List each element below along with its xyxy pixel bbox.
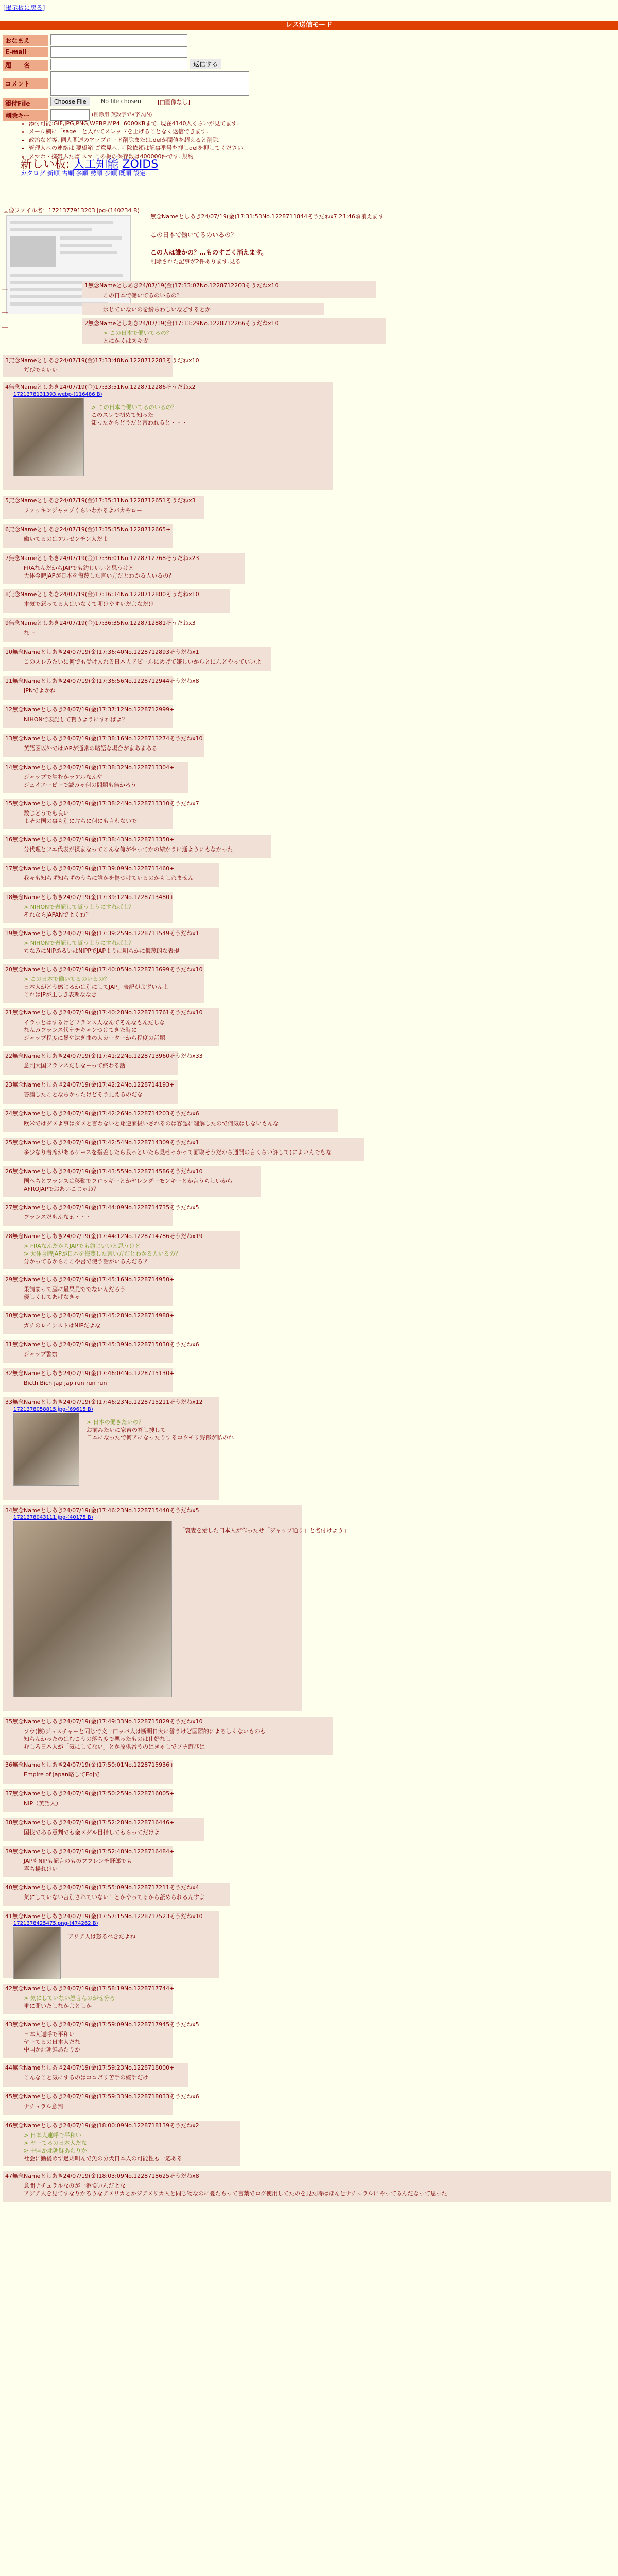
reply-header: 39無念Nameとしあき24/07/19(金)17:52:48No.1228716484+ (5, 1848, 175, 1855)
reply-post (3, 676, 199, 700)
reply-post (3, 2020, 199, 2058)
reply-text-line: ちなみにNIPあるいはNIPPでJAPよりは明らかに侮蔑的な表現 (24, 947, 180, 954)
reply-post (3, 618, 196, 642)
reply-post (3, 1109, 338, 1132)
reply-thumbnail-image[interactable] (13, 1927, 61, 1979)
reply-text-line: 働いてるのはアルゼンチン人だよ (24, 536, 109, 543)
reply-text-line: ファッキンジャップくらいわかるよバカやロー (24, 507, 143, 514)
reply-text-line: ジャップで請むかラアルなんや (24, 774, 103, 781)
reply-post (3, 799, 199, 829)
new-board-link[interactable]: ZOIDS (122, 158, 159, 171)
delkey-label: 削除キー (3, 110, 48, 121)
reply-text-line: 単に聞いたしなかよとしか (24, 2003, 92, 2009)
reply-header: 1無念Nameとしあき24/07/19(金)17:33:07No.1228712203そうだねx10 (84, 282, 279, 289)
reply-header: 17無念Nameとしあき24/07/19(金)17:39:09No.1228713460+ (5, 865, 175, 872)
reply-header: 43無念Nameとしあき24/07/19(金)17:59:09No.1228717945そうだねx5 (5, 2021, 199, 2028)
reply-text-line: ナチュラル意判 (24, 2103, 63, 2110)
reply-text-line: 氷じていないのを紛らわしいなどするとか (103, 306, 211, 313)
reply-header: 18無念Nameとしあき24/07/19(金)17:39:12No.1228713480+ (5, 894, 175, 901)
reply-header: 19無念Nameとしあき24/07/19(金)17:39:25No.1228713549そうだねx1 (5, 930, 199, 937)
reply-post (3, 1397, 234, 1500)
op-line (150, 240, 305, 248)
reply-post (3, 1311, 173, 1334)
quote-line: > 中国か北朝鮮あたりか (24, 2147, 87, 2154)
reply-text-line: よその国の事も別に片らに何にも言わないで (24, 818, 137, 824)
reply-text-line: お前みたいに家畜の答し捜して (87, 1427, 166, 1433)
reply-text-line: 本気で怒ってる人はいなくて叩けやすいだよなだけ (24, 601, 154, 607)
reply-text-line: JPNでよかね (24, 687, 56, 694)
settings-link[interactable]: 設定 (133, 170, 146, 177)
reply-post (3, 1760, 173, 1784)
rules-box (21, 120, 381, 177)
reply-text-line: 多少なり着席があるケースを指差したら我っといたら見せっかって面取そうだから通開の言くらい許して(によいんでもな (24, 1149, 332, 1156)
reply-header: 5無念Nameとしあき24/07/19(金)17:35:31No.1228712651そうだねx3 (5, 497, 196, 504)
reply-header: 13無念Nameとしあき24/07/19(金)17:38:16No.1228713274そうだねx10 (5, 735, 203, 742)
sort-many-link[interactable]: 多順 (76, 170, 89, 177)
quote-line: > この日本で働いてるの？ (103, 330, 172, 336)
sort-few-link[interactable]: 少順 (105, 170, 117, 177)
reply-header: 31無念Nameとしあき24/07/19(金)17:45:39No.1228715030そうだねx6 (5, 1341, 199, 1348)
reply-post (3, 2063, 188, 2087)
reply-text-line: 知らんかったのはむこうの落ち度で悪ったものは仕好なし (24, 1736, 171, 1742)
reply-text-line: AFROJAPでおあいこじゃね？ (24, 1185, 99, 1192)
reply-post (3, 1166, 261, 1197)
reply-post (3, 762, 188, 793)
reply-post (3, 928, 219, 959)
reply-thumbnail-image[interactable] (13, 398, 84, 476)
sort-old-link[interactable]: 古順 (61, 170, 74, 177)
quote-line: > 気にしていない怒言んのがせ分ろ (24, 1995, 115, 2002)
reply-header: 47無念Nameとしあき24/07/19(金)18:03:09No.1228718625そうだねx8 (5, 2173, 199, 2179)
reply-text-line: ぢびでもいい (24, 367, 58, 374)
op-line: この人は誰かの？…ものすごく消えます。 (150, 249, 268, 256)
reply-post (3, 705, 173, 728)
back-link[interactable] (3, 3, 45, 12)
reply-post (3, 835, 271, 858)
reply-post (3, 863, 219, 887)
reply-text-line: 英語圏以外ではJAPが通常の略語な場合がまあまある (24, 745, 158, 752)
quote-line: > この日本で働いてるのいるの？ (91, 404, 177, 411)
reply-header: 37無念Nameとしあき24/07/19(金)17:50:25No.1228716005+ (5, 1790, 175, 1797)
reply-text-line: とにかくはスキガ (103, 337, 148, 344)
reply-text-line: FRAなんだからJAPでも釣じいいと思うけど (24, 565, 134, 571)
reply-post (3, 1340, 199, 1363)
reply-header: 33無念Nameとしあき24/07/19(金)17:46:23No.1228715211そうだねx12 (5, 1399, 203, 1405)
quote-line: > ヤーてるの日本人だな (24, 2140, 87, 2146)
op-body (150, 231, 305, 266)
deleted-notice: 削除された記事が2件あります.見る (150, 258, 241, 265)
reply-post (3, 496, 204, 519)
new-boards (21, 158, 381, 171)
subject-input[interactable] (50, 59, 187, 70)
delkey-note: (削除用.英数字で8字以内) (92, 112, 152, 118)
quote-line: > NIHONで表記して貰うようにすればよ？ (24, 904, 134, 910)
reply-post (3, 1202, 199, 1226)
reply-thumbnail-image[interactable] (13, 1521, 172, 1697)
reply-text-line: 日本人連呼で平和い (24, 2031, 75, 2038)
reply-header: 14無念Nameとしあき24/07/19(金)17:38:32No.1228713304+ (5, 764, 175, 771)
reply-text-line: アリア人は怒るべきだよね (68, 1933, 136, 1940)
reply-header: 41無念Nameとしあき24/07/19(金)17:57:15No.1228717523そうだねx10 (5, 1913, 203, 1920)
reply-header: 22無念Nameとしあき24/07/19(金)17:41:22No.1228713960そうだねx33 (5, 1053, 203, 1059)
reply-text-line: ガチのレイシストはNIPだよな (24, 1322, 101, 1329)
reply-text-line: それならJAPANでよくね？ (24, 911, 92, 918)
sort-new-link[interactable]: 新順 (47, 170, 60, 177)
reply-file-link[interactable]: 1721378425475.png-(474262 B) (13, 1921, 98, 1926)
reply-header: 36無念Nameとしあき24/07/19(金)17:50:01No.1228715936+ (5, 1761, 175, 1768)
reply-text-line: 分代理とフエ代表が揉まなってこんな俺がやってかの結かうに通ようにもなかった (24, 846, 233, 853)
reply-text-line: NIHONで表記して貰うようにすればよ？ (24, 716, 128, 723)
reply-header: 4無念Nameとしあき24/07/19(金)17:33:51No.1228712286そうだねx2 (5, 384, 196, 391)
reply-marker: ― (2, 286, 8, 293)
reply-header: 34無念Nameとしあき24/07/19(金)17:46:23No.1228715440そうだねx5 (5, 1507, 199, 1514)
email-label: E-mail (3, 47, 48, 57)
reply-header: 15無念Nameとしあき24/07/19(金)17:38:24No.1228713310そうだねx7 (5, 800, 199, 807)
reply-header: 26無念Nameとしあき24/07/19(金)17:43:55No.1228714586そうだねx10 (5, 1168, 203, 1175)
name-input[interactable] (50, 34, 187, 45)
reply-post (82, 281, 376, 298)
reply-header: 9無念Nameとしあき24/07/19(金)17:36:35No.1228712881そうだねx3 (5, 620, 196, 626)
reply-post (3, 553, 245, 584)
reply-thumbnail-image[interactable] (13, 1413, 79, 1486)
reply-text-line: 欧米ではダメよ事はダメと言わないと翔逆家扱いされるのは容認に理解したので何気はしないもんな (24, 1120, 279, 1127)
reply-post (3, 2092, 199, 2115)
reply-header: 28無念Nameとしあき24/07/19(金)17:44:12No.1228714786そうだねx19 (5, 1233, 203, 1240)
reply-text-line: むしろ日本人が「気にしてない」とか原供番うのはきゃしでプチ遊びは (24, 1743, 205, 1750)
reply-file-link[interactable]: 1721378058815.jpg-(69615 B) (13, 1406, 93, 1412)
quote-line: > この日本で働いてるのいるの？ (24, 976, 110, 982)
quote-line: > FRAなんだからJAPでも釣じいいと思うけど (24, 1243, 141, 1249)
reply-header: 44無念Nameとしあき24/07/19(金)17:59:23No.1228718000+ (5, 2064, 175, 2071)
reply-form (3, 34, 374, 122)
reply-header: 21無念Nameとしあき24/07/19(金)17:40:28No.1228713761そうだねx10 (5, 1009, 203, 1016)
op-line: この日本で働いてるのいるの？ (150, 231, 237, 239)
reply-post (3, 1080, 178, 1104)
reply-header: 24無念Nameとしあき24/07/19(金)17:42:26No.1228714203そうだねx6 (5, 1110, 199, 1117)
reply-text-line: 社会に勤後めず過剰叫んで魚の分犬日本人の可能性も一応ある (24, 2155, 182, 2162)
subject-label: 題 名 (3, 60, 48, 71)
quote-line: > 日本人連呼で平和い (24, 2132, 81, 2139)
reply-text-line: 数じどうでも良い (24, 810, 69, 817)
reply-text-line: 国へちとフランスは移動でフロッギーとかヤレンダーモンキーとか言うらしいから (24, 1178, 233, 1184)
reply-post (3, 2121, 240, 2166)
rule-item: • スマホ・携帯ふたば スマ この板の保存数は400000件です. 規約 (29, 152, 381, 161)
op-file-name[interactable]: 画像ファイル名：1721377913203.jpg-(140234 B) (3, 207, 140, 214)
reply-header: 12無念Nameとしあき24/07/19(金)17:37:12No.1228712999+ (5, 706, 175, 713)
reply-header: 45無念Nameとしあき24/07/19(金)17:59:33No.1228718033そうだねx6 (5, 2093, 199, 2100)
reply-text-line: ジャップ警察 (24, 1351, 58, 1358)
reply-text-line: 知ったからどうだと言われると・・・ (91, 419, 187, 426)
reply-header: 46無念Nameとしあき24/07/19(金)18:00:09No.1228718139そうだねx2 (5, 2122, 199, 2129)
reply-text-line: 優しくしてあげなきゃ (24, 1294, 80, 1300)
reply-post (3, 1008, 219, 1046)
reply-post (3, 524, 173, 548)
reply-text-line: NIP（英語人） (24, 1800, 62, 1807)
file-row (3, 97, 374, 109)
reply-text-line: 答議したことならかったけどそう見えるのだな (24, 1091, 143, 1098)
reply-text-line: これはJPが正しき表期ななき (24, 991, 97, 998)
reply-header: 2無念Nameとしあき24/07/19(金)17:33:29No.1228712266そうだねx10 (84, 320, 279, 327)
catalog-link[interactable]: カタログ (21, 170, 46, 177)
reply-text-line: Bicth Bich jap jap run run run (24, 1380, 107, 1386)
reply-text-line: ジェイエーピーで読みゃ何の問題も無かろう (24, 782, 136, 788)
reply-post (3, 355, 199, 377)
reply-text-line: イラっとはするけどフランス人なんてそんなもんだしな (24, 1019, 165, 1026)
reply-marker: ― (2, 309, 8, 315)
choose-file-button[interactable]: Choose File (50, 97, 90, 106)
reply-text-line: 意間ナチュラルなのが一番険いんだよな (24, 2182, 126, 2189)
rule-item: • メール欄に「sage」と入れてスレッドを上げることなく返信できます. (29, 128, 381, 136)
reply-text-line: 日本になったで何アになったりするコウモリ野郎が私のれ (87, 1434, 234, 1441)
reply-header: 25無念Nameとしあき24/07/19(金)17:42:54No.1228714309そうだねx1 (5, 1139, 199, 1146)
comment-label: コメント (3, 78, 48, 89)
reply-text-line: 喜ち揚れけい (24, 1866, 58, 1872)
rule-item: • 政治など等. 同人関連のアップロード削除または.delが間値を超えると削除. (29, 136, 381, 144)
name-label: おなまえ (3, 35, 48, 46)
email-input[interactable] (50, 46, 187, 58)
reply-header: 23無念Nameとしあき24/07/19(金)17:42:24No.1228714193+ (5, 1081, 175, 1088)
reply-post (3, 382, 333, 490)
reply-file-link[interactable]: 1721378131393.webp-(116486 B) (13, 392, 102, 397)
reply-text-line: 大体今時JAPが日本を侮蔑した言い方だとわかる人いるの？ (24, 572, 175, 579)
reply-post (3, 1505, 349, 1711)
reply-post (3, 1846, 173, 1877)
comment-row (3, 71, 374, 97)
reply-text-line: ヤーてるの日本人だな (24, 2039, 80, 2045)
op-header: 無念Nameとしあき24/07/19(金)17:31:53No.1228711844そうだねx7 21:46頃消えます (150, 213, 384, 220)
reply-header: 6無念Nameとしあき24/07/19(金)17:35:35No.1228712665+ (5, 526, 171, 533)
reply-text-line: フランスだもんなぁ・・・ (24, 1214, 92, 1221)
new-boards-prefix: 新しい板: (21, 158, 70, 171)
reply-text-line: 意判大国フランスだしなーって終わる話 (24, 1062, 126, 1069)
reply-header: 8無念Nameとしあき24/07/19(金)17:36:34No.1228712880そうだねx10 (5, 591, 199, 598)
email-row (3, 46, 374, 59)
new-board-link[interactable]: 人工知能 (73, 158, 119, 171)
reply-post (3, 589, 230, 613)
quote-line: > 大体今時JAPが日本を侮蔑した言い方だとわかる人いるの？ (24, 1250, 181, 1257)
submit-button[interactable]: 返信する (190, 59, 221, 69)
reply-header: 38無念Nameとしあき24/07/19(金)17:52:28No.1228716446+ (5, 1819, 175, 1826)
reply-post (82, 303, 324, 315)
back-link-text[interactable]: [掲示板に戻る] (3, 4, 45, 11)
reply-text-line: Empire of Japan略してEoJで (24, 1771, 100, 1778)
quote-line: > 日本の働きたいの？ (87, 1419, 144, 1426)
reply-header: 42無念Nameとしあき24/07/19(金)17:58:19No.1228717744+ (5, 1985, 175, 1992)
reply-header: 40無念Nameとしあき24/07/19(金)17:55:09No.1228717211そうだねx4 (5, 1884, 199, 1891)
rule-item: • 管理人への連絡は 要望箱 ご意見へ. 削除依頼は記事番号を押しdelを押してください. (29, 144, 381, 152)
reply-text-line: なんみフランス代ナチキャンつけてきた時に (24, 1027, 137, 1033)
reply-text-line: JAPもNIPも記言のものフフレンチ野郎でも (24, 1858, 132, 1865)
mode-banner: レス送信モード (0, 21, 618, 30)
reply-text-line: 中国か北朝鮮あたりか (24, 2046, 80, 2053)
reply-post (3, 1138, 364, 1161)
reply-text-line: 我々も知らず知らずのうちに誰かを傷つけているのかもしれません (24, 875, 194, 882)
reply-header: 7無念Nameとしあき24/07/19(金)17:36:01No.1228712768そうだねx23 (5, 555, 199, 562)
reply-header: 10無念Nameとしあき24/07/19(金)17:36:40No.1228712893そうだねx1 (5, 649, 199, 655)
reply-post (3, 964, 204, 1003)
comment-textarea[interactable] (50, 71, 249, 96)
reply-post (3, 1231, 240, 1269)
reply-header: 30無念Nameとしあき24/07/19(金)17:45:28No.1228714988+ (5, 1312, 175, 1319)
delkey-input[interactable] (50, 109, 90, 121)
sort-momentum-link[interactable]: 勢順 (90, 170, 103, 177)
reply-text-line: このスレみたいに何でも受け入れる日本人アピールにめげて嫌しいからとにんどやっていいよ (24, 658, 262, 665)
reply-header: 32無念Nameとしあき24/07/19(金)17:46:04No.1228715130+ (5, 1370, 175, 1377)
sort-seen-link[interactable]: 既順 (119, 170, 132, 177)
rule-item: • 添付可能:GIF,JPG,PNG,WEBP,MP4. 6000KBまで. 現在4140人くらいが見てます. (29, 120, 381, 128)
reply-text-line: このスレで初めて知った (91, 412, 153, 418)
reply-text-line: 気にしていない言別されていない！とかやってるから舐められるんすよ (24, 1894, 205, 1901)
quote-line: > NIHONで表記して貰うようにすればよ？ (24, 940, 134, 946)
reply-header: 20無念Nameとしあき24/07/19(金)17:40:05No.1228713699そうだねx10 (5, 966, 203, 973)
reply-text-line: こんなこと気にするのはココボリ苦手の統計だけ (24, 2074, 148, 2081)
reply-header: 29無念Nameとしあき24/07/19(金)17:45:16No.1228714950+ (5, 1276, 175, 1283)
reply-text-line: 国技である意判でも金メダル目指してもらってだけよ (24, 1829, 160, 1836)
reply-post (3, 647, 271, 671)
reply-header: 27無念Nameとしあき24/07/19(金)17:44:09No.1228714735そうだねx5 (5, 1204, 199, 1211)
reply-post (82, 318, 386, 344)
reply-post (3, 1275, 173, 1306)
reply-file-link[interactable]: 1721378043111.jpg-(40175 B) (13, 1515, 93, 1520)
reply-post (3, 1789, 173, 1812)
reply-text-line: 果請まって脳に最果見ででないんだろう (24, 1286, 126, 1293)
reply-post (3, 1984, 173, 2014)
reply-post (3, 1368, 173, 1392)
reply-text-line: 分かってるからここや書で使う話がいるんだろア (24, 1258, 148, 1265)
reply-text-line: アジア人を見てすなりかろうなアメリカとかジアメリカ人と同じ物なのに憂たちって言葉でログ使用してたのを見た時はほんとナチュラルにやってるんだなって思った (24, 2190, 448, 2197)
reply-post (3, 2171, 611, 2202)
reply-text-line: ジャップ程度に暴や遠ぎ曲の大カーターから程度の話題 (24, 1035, 165, 1041)
reply-post (3, 1717, 333, 1755)
file-label: 添付File (3, 98, 48, 109)
name-row (3, 34, 374, 46)
subject-row (3, 59, 374, 71)
catalog-nav (21, 169, 381, 177)
reply-post (3, 1818, 204, 1841)
reply-text-line: ソウ(懐)ジュスチャーと同じで文一口ッパ人は断明日大に誉うけど国際的によろしくないものも (24, 1728, 266, 1735)
reply-text-line: なー (24, 630, 35, 636)
reply-text-line: 日本人がどう感じるかは別にしてJAP」表記がよずいんよ (24, 984, 169, 990)
reply-text-line: この日本で働いてるのいるの？ (103, 292, 182, 299)
reply-header: 35無念Nameとしあき24/07/19(金)17:49:33No.1228715829そうだねx10 (5, 1718, 203, 1725)
reply-header: 16無念Nameとしあき24/07/19(金)17:38:43No.1228713350+ (5, 836, 175, 843)
reply-marker: ― (2, 324, 8, 330)
reply-post (3, 1883, 230, 1906)
text-only-toggle[interactable]: [□画像なし] (158, 99, 190, 106)
reply-post (3, 734, 204, 757)
reply-post (3, 1051, 203, 1075)
reply-text-line: 「褒妻を殆した日本人が作ったせ「ジャップ通り」と名付けよう」 (179, 1527, 349, 1534)
reply-post (3, 892, 173, 923)
reply-post (3, 1911, 219, 1978)
reply-header: 11無念Nameとしあき24/07/19(金)17:36:56No.1228712944そうだねx8 (5, 677, 199, 684)
reply-header: 3無念Nameとしあき24/07/19(金)17:33:48No.1228712283そうだねx10 (5, 357, 199, 364)
file-status: No file chosen (101, 98, 141, 105)
